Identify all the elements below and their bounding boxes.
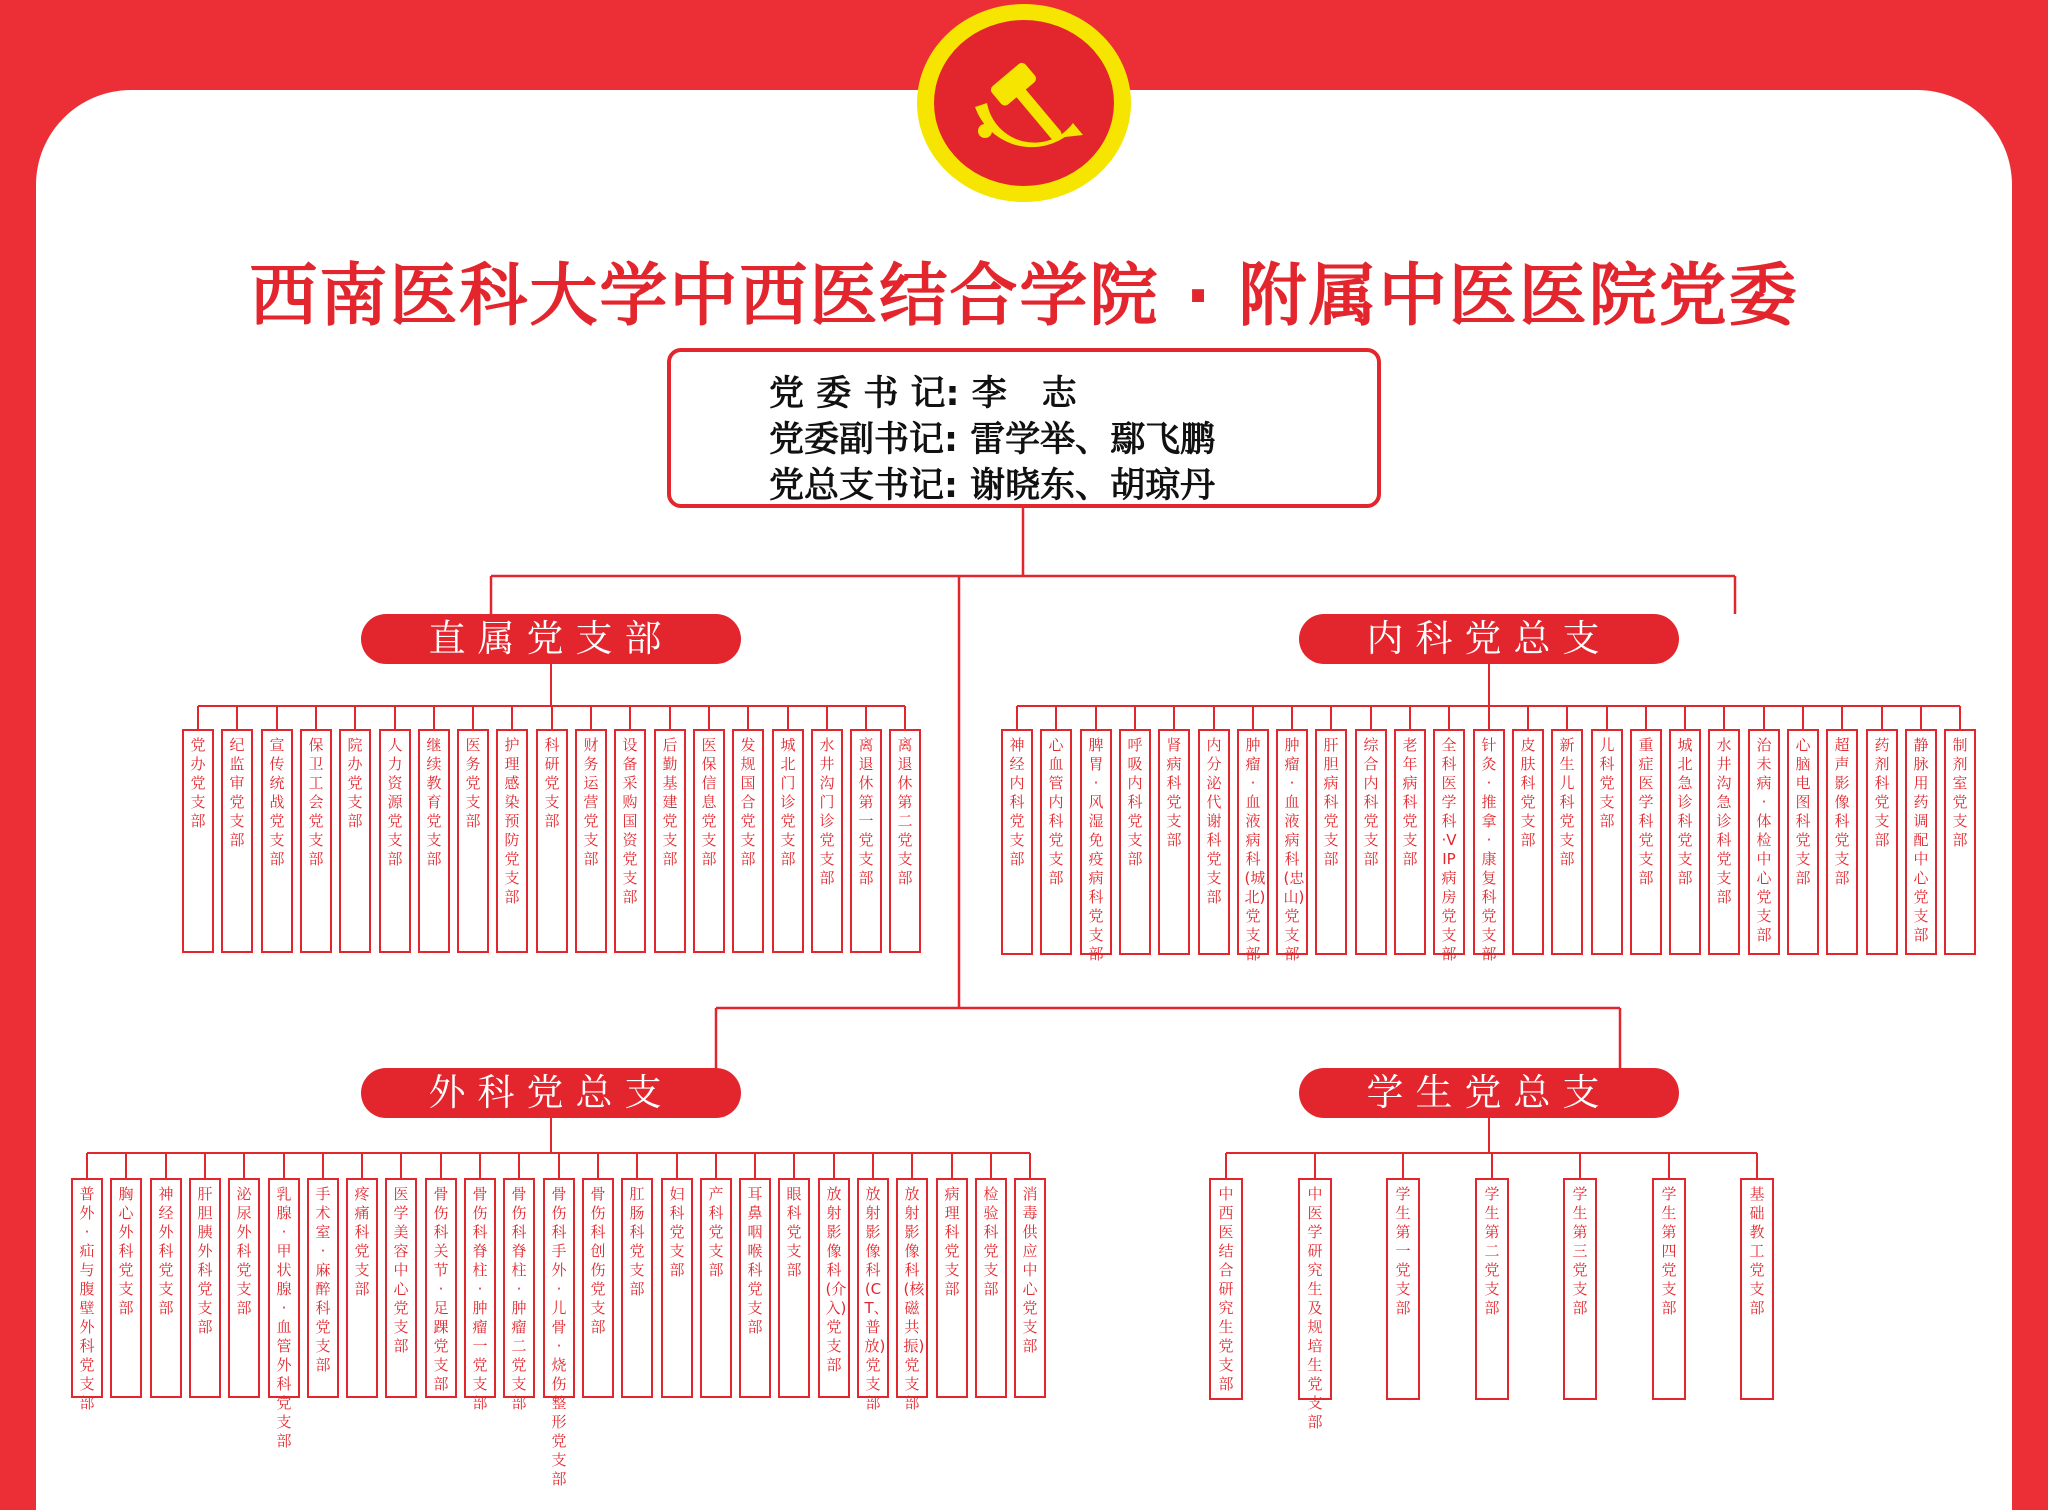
branch-box-surgery: [228, 1178, 260, 1398]
branch-box-internal: [1237, 729, 1269, 963]
branch-label: 宣传统战党支部: [269, 736, 285, 868]
branch-label: 肝胆胰外科党支部: [197, 1185, 213, 1336]
page-title: 西南医科大学中西医结合学院 · 附属中医医院党委: [249, 257, 1799, 336]
branch-label: 中医学研究生及规培生党支部: [1307, 1185, 1323, 1431]
branch-box-internal: [1080, 729, 1112, 963]
branch-label: 中西医结合研究生党支部: [1218, 1185, 1234, 1393]
branch-label: 老年病科党支部: [1402, 736, 1418, 868]
branch-label: 治未病·体检中心党支部: [1756, 736, 1772, 944]
branch-box-surgery: [425, 1178, 457, 1398]
branch-label: 党办党支部: [190, 736, 206, 830]
branch-box-internal: [1905, 729, 1937, 955]
branch-label: 学生第四党支部: [1661, 1185, 1677, 1317]
branch-box-internal: [1748, 729, 1780, 955]
branch-label: 肝胆病科党支部: [1323, 736, 1339, 868]
branch-label: 神经内科党支部: [1009, 736, 1025, 868]
branch-label: 离退休第二党支部: [897, 736, 913, 887]
branch-label: 消毒供应中心党支部: [1022, 1185, 1038, 1355]
branch-box-internal: [1944, 729, 1976, 955]
branch-box-internal: [1826, 729, 1858, 955]
branch-box-student: [1740, 1178, 1774, 1400]
branch-box-student: [1386, 1178, 1420, 1400]
branch-box-direct: [261, 729, 293, 953]
branch-box-surgery: [150, 1178, 182, 1398]
branch-box-internal: [1315, 729, 1347, 955]
branch-box-internal: [1630, 729, 1662, 955]
branch-label: 眼科党支部: [786, 1185, 802, 1279]
branch-box-direct: [850, 729, 882, 953]
branch-box-surgery: [621, 1178, 653, 1398]
branch-label: 全科医学科·VIP病房党支部: [1441, 736, 1457, 963]
branch-label: 心血管内科党支部: [1048, 736, 1064, 887]
branch-label: 骨伤科脊柱·肿瘤二党支部: [511, 1185, 527, 1412]
branch-box-internal: [1551, 729, 1583, 955]
branch-box-direct: [418, 729, 450, 953]
branch-label: 泌尿外科党支部: [236, 1185, 252, 1317]
branch-box-surgery: [189, 1178, 221, 1398]
branch-label: 乳腺·甲状腺·血管外科党支部: [276, 1185, 292, 1450]
branch-label: 内分泌代谢科党支部: [1206, 736, 1222, 906]
branch-box-direct: [654, 729, 686, 953]
branch-box-student: [1475, 1178, 1509, 1400]
branch-box-internal: [1158, 729, 1190, 955]
branch-label: 骨伤科手外·儿骨·烧伤整形党支部: [551, 1185, 567, 1488]
branch-box-direct: [732, 729, 764, 953]
branch-label: 脾胃·风湿免疫病科党支部: [1088, 736, 1104, 963]
branch-label: 骨伤科脊柱·肿瘤一党支部: [472, 1185, 488, 1412]
branch-label: 药剂科党支部: [1874, 736, 1890, 849]
branch-label: 皮肤科党支部: [1520, 736, 1536, 849]
branch-label: 超声影像科党支部: [1834, 736, 1850, 887]
branch-label: 财务运营党支部: [583, 736, 599, 868]
branch-box-internal: [1001, 729, 1033, 955]
branch-box-surgery: [307, 1178, 339, 1398]
branch-label: 检验科党支部: [983, 1185, 999, 1298]
branch-label: 肿瘤·血液病科(城北)党支部: [1244, 736, 1266, 963]
branch-box-direct: [536, 729, 568, 953]
branch-label: 设备采购国资党支部: [622, 736, 638, 906]
branch-label: 继续教育党支部: [426, 736, 442, 868]
branch-label: 神经外科党支部: [158, 1185, 174, 1317]
branch-box-direct: [182, 729, 214, 953]
branch-label: 静脉用药调配中心党支部: [1913, 736, 1929, 944]
branch-box-internal: [1669, 729, 1701, 955]
branch-label: 肾病科党支部: [1166, 736, 1182, 849]
branch-box-surgery: [936, 1178, 968, 1398]
branch-label: 科研党支部: [544, 736, 560, 830]
branch-label: 妇科党支部: [669, 1185, 685, 1279]
branch-label: 肛肠科党支部: [629, 1185, 645, 1298]
branch-box-internal: [1591, 729, 1623, 955]
branch-box-internal: [1394, 729, 1426, 955]
branch-box-direct: [221, 729, 253, 953]
branch-box-surgery: [385, 1178, 417, 1398]
branch-box-direct: [339, 729, 371, 953]
branch-label: 城北急诊科党支部: [1677, 736, 1693, 887]
branch-box-surgery: [896, 1178, 928, 1412]
branch-label: 肿瘤·血液病科(忠山)党支部: [1283, 736, 1305, 963]
branch-label: 人力资源党支部: [387, 736, 403, 868]
branch-label: 学生第一党支部: [1395, 1185, 1411, 1317]
branch-label: 疼痛科党支部: [354, 1185, 370, 1298]
branch-box-surgery: [346, 1178, 378, 1398]
branch-label: 呼吸内科党支部: [1127, 736, 1143, 868]
group-student-label: 学生党总支: [1299, 1068, 1679, 1118]
branch-box-direct: [693, 729, 725, 953]
branch-box-internal: [1866, 729, 1898, 955]
branch-box-direct: [811, 729, 843, 953]
branch-label: 基础教工党支部: [1749, 1185, 1765, 1317]
branch-box-internal: [1198, 729, 1230, 955]
branch-box-surgery: [110, 1178, 142, 1398]
branch-box-internal: [1473, 729, 1505, 963]
branch-box-surgery: [857, 1178, 889, 1412]
branch-box-student: [1563, 1178, 1597, 1400]
branch-box-surgery: [661, 1178, 693, 1398]
branch-label: 针灸·推拿·康复科党支部: [1481, 736, 1497, 963]
branch-box-direct: [575, 729, 607, 953]
branch-box-student: [1652, 1178, 1686, 1400]
branch-box-surgery: [1014, 1178, 1046, 1398]
branch-box-surgery: [818, 1178, 850, 1398]
branch-label: 水井沟急诊科党支部: [1716, 736, 1732, 906]
branch-box-direct: [889, 729, 921, 953]
branch-label: 发规国合党支部: [740, 736, 756, 868]
branch-label: 手术室·麻醉科党支部: [315, 1185, 331, 1374]
branch-box-internal: [1787, 729, 1819, 955]
branch-box-internal: [1708, 729, 1740, 955]
branch-box-surgery: [582, 1178, 614, 1398]
branch-label: 病理科党支部: [944, 1185, 960, 1298]
branch-label: 学生第三党支部: [1572, 1185, 1588, 1317]
branch-label: 心脑电图科党支部: [1795, 736, 1811, 887]
branch-box-surgery: [543, 1178, 575, 1488]
branch-box-surgery: [71, 1178, 103, 1412]
branch-label: 放射影像科(核磁共振)党支部: [903, 1185, 925, 1412]
secretary-line: 党 委 书 记: 李 志: [769, 374, 1077, 414]
branch-box-surgery: [268, 1178, 300, 1450]
branch-label: 骨伤科创伤党支部: [590, 1185, 606, 1336]
branch-label: 骨伤科关节·足踝党支部: [433, 1185, 449, 1393]
group-direct-label: 直属党支部: [361, 614, 741, 664]
branch-label: 城北门诊党支部: [780, 736, 796, 868]
branch-label: 新生儿科党支部: [1559, 736, 1575, 868]
branch-box-internal: [1512, 729, 1544, 955]
branch-box-internal: [1433, 729, 1465, 963]
branch-box-surgery: [739, 1178, 771, 1398]
branch-box-direct: [496, 729, 528, 953]
branch-box-internal: [1355, 729, 1387, 955]
deputy-secretary-line: 党委副书记: 雷学举、鄢飞鹏: [769, 420, 1216, 460]
branch-label: 医务党支部: [465, 736, 481, 830]
general-branch-secretary-line: 党总支书记: 谢晓东、胡琼丹: [769, 466, 1216, 506]
branch-box-direct: [300, 729, 332, 953]
branch-box-surgery: [975, 1178, 1007, 1398]
branch-label: 学生第二党支部: [1484, 1185, 1500, 1317]
branch-label: 产科党支部: [708, 1185, 724, 1279]
branch-label: 后勤基建党支部: [662, 736, 678, 868]
branch-label: 重症医学科党支部: [1638, 736, 1654, 887]
branch-label: 纪监审党支部: [229, 736, 245, 849]
branch-box-direct: [772, 729, 804, 953]
branch-box-internal: [1040, 729, 1072, 955]
branch-box-direct: [457, 729, 489, 953]
branch-label: 儿科党支部: [1599, 736, 1615, 830]
branch-box-internal: [1119, 729, 1151, 955]
branch-label: 放射影像科(CT、普放)党支部: [864, 1185, 889, 1412]
branch-box-direct: [379, 729, 411, 953]
branch-box-direct: [614, 729, 646, 953]
branch-label: 普外·疝与腹壁外科党支部: [79, 1185, 95, 1412]
branch-label: 放射影像科(介入)党支部: [825, 1185, 847, 1374]
group-surgery-label: 外科党总支: [361, 1068, 741, 1118]
branch-label: 护理感染预防党支部: [504, 736, 520, 906]
group-internal-label: 内科党总支: [1299, 614, 1679, 664]
branch-label: 医保信息党支部: [701, 736, 717, 868]
branch-label: 院办党支部: [347, 736, 363, 830]
branch-label: 胸心外科党支部: [118, 1185, 134, 1317]
branch-label: 制剂室党支部: [1952, 736, 1968, 849]
branch-label: 综合内科党支部: [1363, 736, 1379, 868]
branch-box-surgery: [778, 1178, 810, 1398]
branch-box-surgery: [503, 1178, 535, 1412]
branch-box-student: [1209, 1178, 1243, 1400]
branch-box-internal: [1276, 729, 1308, 963]
branch-label: 离退休第一党支部: [858, 736, 874, 887]
branch-box-surgery: [464, 1178, 496, 1412]
branch-label: 耳鼻咽喉科党支部: [747, 1185, 763, 1336]
branch-label: 水井沟门诊党支部: [819, 736, 835, 887]
branch-label: 保卫工会党支部: [308, 736, 324, 868]
branch-label: 医学美容中心党支部: [393, 1185, 409, 1355]
branch-box-student: [1298, 1178, 1332, 1431]
branch-box-surgery: [700, 1178, 732, 1398]
